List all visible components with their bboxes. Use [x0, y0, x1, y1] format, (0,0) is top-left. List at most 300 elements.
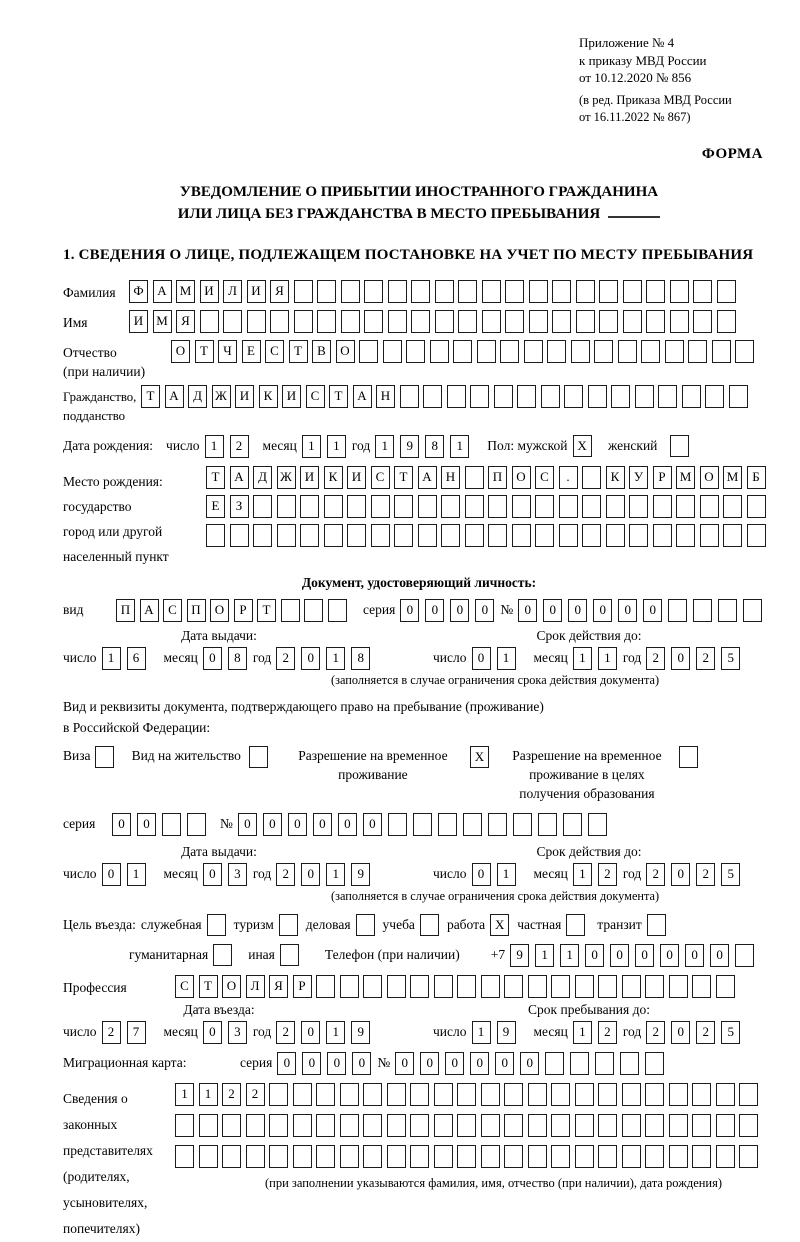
- char-cell[interactable]: [747, 524, 766, 547]
- char-cell[interactable]: 0: [203, 1021, 222, 1044]
- char-cell[interactable]: [441, 524, 460, 547]
- char-cell[interactable]: М: [723, 466, 742, 489]
- char-cell[interactable]: [716, 975, 735, 998]
- char-cell[interactable]: 0: [520, 1052, 539, 1075]
- char-cell[interactable]: [269, 1114, 288, 1137]
- char-cell[interactable]: [294, 280, 313, 303]
- char-cell[interactable]: [363, 1083, 382, 1106]
- char-cell[interactable]: [387, 975, 406, 998]
- char-cell[interactable]: [364, 280, 383, 303]
- char-cell[interactable]: А: [165, 385, 184, 408]
- char-cell[interactable]: 1: [327, 435, 346, 458]
- char-cell[interactable]: [387, 1114, 406, 1137]
- char-cell[interactable]: [347, 495, 366, 518]
- char-cell[interactable]: И: [235, 385, 254, 408]
- purpose-humanitarian-checkbox[interactable]: [213, 944, 232, 966]
- char-cell[interactable]: [387, 1145, 406, 1168]
- char-cell[interactable]: [716, 1114, 735, 1137]
- char-cell[interactable]: [363, 975, 382, 998]
- char-cell[interactable]: [582, 524, 601, 547]
- char-cell[interactable]: [552, 310, 571, 333]
- char-cell[interactable]: С: [306, 385, 325, 408]
- char-cell[interactable]: [418, 495, 437, 518]
- char-cell[interactable]: [629, 495, 648, 518]
- char-cell[interactable]: Ф: [129, 280, 148, 303]
- char-cell[interactable]: [716, 1083, 735, 1106]
- char-cell[interactable]: [435, 310, 454, 333]
- char-cell[interactable]: [277, 495, 296, 518]
- char-cell[interactable]: .: [559, 466, 578, 489]
- char-cell[interactable]: [563, 813, 582, 836]
- char-cell[interactable]: [571, 340, 590, 363]
- char-cell[interactable]: [575, 975, 594, 998]
- char-cell[interactable]: [411, 310, 430, 333]
- char-cell[interactable]: 0: [470, 1052, 489, 1075]
- char-cell[interactable]: 0: [610, 944, 629, 967]
- char-cell[interactable]: 0: [203, 863, 222, 886]
- char-cell[interactable]: [434, 975, 453, 998]
- char-cell[interactable]: В: [312, 340, 331, 363]
- char-cell[interactable]: [622, 1083, 641, 1106]
- char-cell[interactable]: [598, 1114, 617, 1137]
- char-cell[interactable]: [187, 813, 206, 836]
- char-cell[interactable]: [199, 1145, 218, 1168]
- char-cell[interactable]: 5: [721, 863, 740, 886]
- char-cell[interactable]: [340, 1114, 359, 1137]
- char-cell[interactable]: [665, 340, 684, 363]
- char-cell[interactable]: [246, 1114, 265, 1137]
- char-cell[interactable]: 0: [472, 647, 491, 670]
- char-cell[interactable]: [529, 310, 548, 333]
- char-cell[interactable]: [293, 1083, 312, 1106]
- char-cell[interactable]: [363, 1114, 382, 1137]
- char-cell[interactable]: [551, 975, 570, 998]
- char-cell[interactable]: Р: [293, 975, 312, 998]
- char-cell[interactable]: 0: [543, 599, 562, 622]
- char-cell[interactable]: [341, 280, 360, 303]
- char-cell[interactable]: [517, 385, 536, 408]
- char-cell[interactable]: [453, 340, 472, 363]
- char-cell[interactable]: [547, 340, 566, 363]
- char-cell[interactable]: П: [187, 599, 206, 622]
- char-cell[interactable]: [388, 280, 407, 303]
- char-cell[interactable]: [457, 1083, 476, 1106]
- char-cell[interactable]: [347, 524, 366, 547]
- char-cell[interactable]: [340, 1083, 359, 1106]
- char-cell[interactable]: [670, 310, 689, 333]
- char-cell[interactable]: [411, 280, 430, 303]
- char-cell[interactable]: [622, 1145, 641, 1168]
- char-cell[interactable]: 0: [635, 944, 654, 967]
- char-cell[interactable]: [739, 1114, 758, 1137]
- char-cell[interactable]: С: [163, 599, 182, 622]
- char-cell[interactable]: [504, 975, 523, 998]
- char-cell[interactable]: [481, 975, 500, 998]
- char-cell[interactable]: [324, 495, 343, 518]
- char-cell[interactable]: [622, 1114, 641, 1137]
- char-cell[interactable]: [670, 280, 689, 303]
- purpose-private-checkbox[interactable]: [566, 914, 585, 936]
- char-cell[interactable]: [438, 813, 457, 836]
- char-cell[interactable]: [458, 280, 477, 303]
- char-cell[interactable]: [641, 340, 660, 363]
- char-cell[interactable]: [481, 1145, 500, 1168]
- char-cell[interactable]: 1: [573, 647, 592, 670]
- char-cell[interactable]: 0: [302, 1052, 321, 1075]
- char-cell[interactable]: 0: [643, 599, 662, 622]
- char-cell[interactable]: [270, 310, 289, 333]
- char-cell[interactable]: 1: [199, 1083, 218, 1106]
- char-cell[interactable]: Т: [141, 385, 160, 408]
- char-cell[interactable]: [552, 280, 571, 303]
- char-cell[interactable]: А: [153, 280, 172, 303]
- char-cell[interactable]: [447, 385, 466, 408]
- char-cell[interactable]: [246, 1145, 265, 1168]
- char-cell[interactable]: 1: [326, 863, 345, 886]
- char-cell[interactable]: [400, 385, 419, 408]
- char-cell[interactable]: [364, 310, 383, 333]
- char-cell[interactable]: [576, 310, 595, 333]
- char-cell[interactable]: [576, 280, 595, 303]
- char-cell[interactable]: [269, 1083, 288, 1106]
- char-cell[interactable]: [700, 524, 719, 547]
- char-cell[interactable]: [512, 495, 531, 518]
- char-cell[interactable]: [564, 385, 583, 408]
- char-cell[interactable]: [669, 1114, 688, 1137]
- char-cell[interactable]: И: [247, 280, 266, 303]
- char-cell[interactable]: [513, 813, 532, 836]
- char-cell[interactable]: [739, 1145, 758, 1168]
- char-cell[interactable]: Ж: [277, 466, 296, 489]
- char-cell[interactable]: [418, 524, 437, 547]
- char-cell[interactable]: 0: [327, 1052, 346, 1075]
- char-cell[interactable]: 1: [573, 1021, 592, 1044]
- char-cell[interactable]: [470, 385, 489, 408]
- char-cell[interactable]: 0: [301, 1021, 320, 1044]
- char-cell[interactable]: [481, 1114, 500, 1137]
- char-cell[interactable]: [620, 1052, 639, 1075]
- char-cell[interactable]: [458, 310, 477, 333]
- char-cell[interactable]: [747, 495, 766, 518]
- char-cell[interactable]: 9: [351, 863, 370, 886]
- char-cell[interactable]: [316, 975, 335, 998]
- char-cell[interactable]: З: [230, 495, 249, 518]
- char-cell[interactable]: 1: [175, 1083, 194, 1106]
- char-cell[interactable]: [717, 310, 736, 333]
- char-cell[interactable]: [494, 385, 513, 408]
- char-cell[interactable]: [559, 524, 578, 547]
- char-cell[interactable]: О: [222, 975, 241, 998]
- char-cell[interactable]: 0: [445, 1052, 464, 1075]
- char-cell[interactable]: [669, 1145, 688, 1168]
- char-cell[interactable]: С: [265, 340, 284, 363]
- char-cell[interactable]: 0: [395, 1052, 414, 1075]
- char-cell[interactable]: [328, 599, 347, 622]
- char-cell[interactable]: [669, 1083, 688, 1106]
- char-cell[interactable]: [653, 524, 672, 547]
- char-cell[interactable]: [512, 524, 531, 547]
- char-cell[interactable]: 2: [276, 647, 295, 670]
- char-cell[interactable]: [717, 280, 736, 303]
- char-cell[interactable]: О: [210, 599, 229, 622]
- char-cell[interactable]: [316, 1114, 335, 1137]
- char-cell[interactable]: [505, 310, 524, 333]
- char-cell[interactable]: [317, 280, 336, 303]
- char-cell[interactable]: [582, 466, 601, 489]
- char-cell[interactable]: 2: [696, 1021, 715, 1044]
- char-cell[interactable]: [598, 1145, 617, 1168]
- char-cell[interactable]: [316, 1145, 335, 1168]
- char-cell[interactable]: 0: [137, 813, 156, 836]
- char-cell[interactable]: 0: [518, 599, 537, 622]
- char-cell[interactable]: П: [116, 599, 135, 622]
- char-cell[interactable]: 8: [425, 435, 444, 458]
- sex-female-checkbox[interactable]: [670, 435, 689, 457]
- char-cell[interactable]: К: [259, 385, 278, 408]
- char-cell[interactable]: [668, 599, 687, 622]
- char-cell[interactable]: И: [300, 466, 319, 489]
- char-cell[interactable]: [488, 813, 507, 836]
- char-cell[interactable]: 5: [721, 647, 740, 670]
- char-cell[interactable]: 2: [246, 1083, 265, 1106]
- char-cell[interactable]: [669, 975, 688, 998]
- char-cell[interactable]: [413, 813, 432, 836]
- char-cell[interactable]: М: [676, 466, 695, 489]
- char-cell[interactable]: [524, 340, 543, 363]
- char-cell[interactable]: 2: [276, 1021, 295, 1044]
- char-cell[interactable]: [575, 1083, 594, 1106]
- char-cell[interactable]: [575, 1145, 594, 1168]
- char-cell[interactable]: 0: [660, 944, 679, 967]
- char-cell[interactable]: [441, 495, 460, 518]
- char-cell[interactable]: [488, 495, 507, 518]
- char-cell[interactable]: [317, 310, 336, 333]
- char-cell[interactable]: 1: [375, 435, 394, 458]
- char-cell[interactable]: [723, 524, 742, 547]
- char-cell[interactable]: Т: [257, 599, 276, 622]
- char-cell[interactable]: [410, 975, 429, 998]
- char-cell[interactable]: [743, 599, 762, 622]
- char-cell[interactable]: 0: [363, 813, 382, 836]
- char-cell[interactable]: [735, 944, 754, 967]
- char-cell[interactable]: М: [176, 280, 195, 303]
- char-cell[interactable]: 2: [222, 1083, 241, 1106]
- char-cell[interactable]: [598, 1083, 617, 1106]
- char-cell[interactable]: Н: [441, 466, 460, 489]
- char-cell[interactable]: 8: [351, 647, 370, 670]
- char-cell[interactable]: [363, 1145, 382, 1168]
- char-cell[interactable]: [529, 280, 548, 303]
- char-cell[interactable]: П: [488, 466, 507, 489]
- char-cell[interactable]: Л: [223, 280, 242, 303]
- char-cell[interactable]: [300, 495, 319, 518]
- char-cell[interactable]: [222, 1145, 241, 1168]
- char-cell[interactable]: К: [324, 466, 343, 489]
- char-cell[interactable]: [463, 813, 482, 836]
- char-cell[interactable]: Р: [653, 466, 672, 489]
- char-cell[interactable]: 1: [497, 863, 516, 886]
- education-residence-checkbox[interactable]: [679, 746, 698, 768]
- char-cell[interactable]: [611, 385, 630, 408]
- char-cell[interactable]: [635, 385, 654, 408]
- char-cell[interactable]: Я: [269, 975, 288, 998]
- char-cell[interactable]: [277, 524, 296, 547]
- char-cell[interactable]: [253, 495, 272, 518]
- char-cell[interactable]: 0: [472, 863, 491, 886]
- char-cell[interactable]: 0: [568, 599, 587, 622]
- char-cell[interactable]: 0: [671, 1021, 690, 1044]
- char-cell[interactable]: [551, 1145, 570, 1168]
- char-cell[interactable]: [528, 975, 547, 998]
- char-cell[interactable]: [729, 385, 748, 408]
- char-cell[interactable]: 2: [598, 863, 617, 886]
- char-cell[interactable]: [599, 310, 618, 333]
- char-cell[interactable]: И: [129, 310, 148, 333]
- char-cell[interactable]: [294, 310, 313, 333]
- visa-checkbox[interactable]: [95, 746, 114, 768]
- char-cell[interactable]: [293, 1145, 312, 1168]
- char-cell[interactable]: [570, 1052, 589, 1075]
- char-cell[interactable]: [410, 1083, 429, 1106]
- char-cell[interactable]: Е: [206, 495, 225, 518]
- char-cell[interactable]: [716, 1145, 735, 1168]
- char-cell[interactable]: [175, 1114, 194, 1137]
- char-cell[interactable]: [723, 495, 742, 518]
- char-cell[interactable]: [230, 524, 249, 547]
- char-cell[interactable]: Д: [253, 466, 272, 489]
- char-cell[interactable]: 0: [238, 813, 257, 836]
- char-cell[interactable]: [500, 340, 519, 363]
- char-cell[interactable]: [304, 599, 323, 622]
- char-cell[interactable]: [688, 340, 707, 363]
- char-cell[interactable]: [692, 1145, 711, 1168]
- char-cell[interactable]: [718, 599, 737, 622]
- char-cell[interactable]: [646, 280, 665, 303]
- char-cell[interactable]: 1: [472, 1021, 491, 1044]
- char-cell[interactable]: С: [175, 975, 194, 998]
- char-cell[interactable]: 1: [127, 863, 146, 886]
- char-cell[interactable]: [200, 310, 219, 333]
- residence-permit-checkbox[interactable]: [249, 746, 268, 768]
- char-cell[interactable]: Т: [394, 466, 413, 489]
- char-cell[interactable]: [618, 340, 637, 363]
- char-cell[interactable]: [606, 495, 625, 518]
- char-cell[interactable]: 2: [276, 863, 295, 886]
- char-cell[interactable]: [692, 975, 711, 998]
- char-cell[interactable]: [481, 1083, 500, 1106]
- char-cell[interactable]: Б: [747, 466, 766, 489]
- char-cell[interactable]: [247, 310, 266, 333]
- char-cell[interactable]: [598, 975, 617, 998]
- char-cell[interactable]: 9: [400, 435, 419, 458]
- char-cell[interactable]: Я: [176, 310, 195, 333]
- char-cell[interactable]: Ч: [218, 340, 237, 363]
- char-cell[interactable]: [551, 1114, 570, 1137]
- char-cell[interactable]: 0: [593, 599, 612, 622]
- char-cell[interactable]: [223, 310, 242, 333]
- char-cell[interactable]: [341, 310, 360, 333]
- char-cell[interactable]: Я: [270, 280, 289, 303]
- char-cell[interactable]: [371, 524, 390, 547]
- char-cell[interactable]: [700, 495, 719, 518]
- char-cell[interactable]: [383, 340, 402, 363]
- char-cell[interactable]: [387, 1083, 406, 1106]
- char-cell[interactable]: [340, 975, 359, 998]
- char-cell[interactable]: [394, 524, 413, 547]
- char-cell[interactable]: [705, 385, 724, 408]
- char-cell[interactable]: 0: [288, 813, 307, 836]
- purpose-study-checkbox[interactable]: [420, 914, 439, 936]
- char-cell[interactable]: [269, 1145, 288, 1168]
- char-cell[interactable]: [676, 524, 695, 547]
- temp-residence-checkbox[interactable]: X: [470, 746, 489, 768]
- char-cell[interactable]: 1: [326, 1021, 345, 1044]
- char-cell[interactable]: 0: [313, 813, 332, 836]
- char-cell[interactable]: [465, 466, 484, 489]
- char-cell[interactable]: 1: [573, 863, 592, 886]
- char-cell[interactable]: [316, 1083, 335, 1106]
- char-cell[interactable]: [457, 975, 476, 998]
- char-cell[interactable]: [693, 280, 712, 303]
- char-cell[interactable]: 2: [696, 863, 715, 886]
- char-cell[interactable]: 0: [352, 1052, 371, 1075]
- char-cell[interactable]: [505, 280, 524, 303]
- char-cell[interactable]: [588, 385, 607, 408]
- char-cell[interactable]: 0: [495, 1052, 514, 1075]
- char-cell[interactable]: [739, 1083, 758, 1106]
- purpose-work-checkbox[interactable]: X: [490, 914, 509, 936]
- char-cell[interactable]: 3: [228, 1021, 247, 1044]
- char-cell[interactable]: [434, 1083, 453, 1106]
- char-cell[interactable]: [528, 1114, 547, 1137]
- char-cell[interactable]: [465, 495, 484, 518]
- char-cell[interactable]: Т: [329, 385, 348, 408]
- char-cell[interactable]: [340, 1145, 359, 1168]
- char-cell[interactable]: 0: [102, 863, 121, 886]
- char-cell[interactable]: [693, 599, 712, 622]
- char-cell[interactable]: [545, 1052, 564, 1075]
- char-cell[interactable]: Д: [188, 385, 207, 408]
- char-cell[interactable]: [388, 310, 407, 333]
- char-cell[interactable]: 0: [420, 1052, 439, 1075]
- char-cell[interactable]: 0: [301, 863, 320, 886]
- char-cell[interactable]: Р: [234, 599, 253, 622]
- char-cell[interactable]: [253, 524, 272, 547]
- char-cell[interactable]: Т: [289, 340, 308, 363]
- char-cell[interactable]: [712, 340, 731, 363]
- char-cell[interactable]: А: [418, 466, 437, 489]
- char-cell[interactable]: О: [171, 340, 190, 363]
- char-cell[interactable]: [692, 1083, 711, 1106]
- char-cell[interactable]: 0: [263, 813, 282, 836]
- char-cell[interactable]: 1: [598, 647, 617, 670]
- char-cell[interactable]: 2: [102, 1021, 121, 1044]
- char-cell[interactable]: [693, 310, 712, 333]
- char-cell[interactable]: М: [153, 310, 172, 333]
- char-cell[interactable]: И: [200, 280, 219, 303]
- char-cell[interactable]: [434, 1114, 453, 1137]
- char-cell[interactable]: [434, 1145, 453, 1168]
- char-cell[interactable]: [645, 1083, 664, 1106]
- char-cell[interactable]: 0: [618, 599, 637, 622]
- char-cell[interactable]: 0: [338, 813, 357, 836]
- char-cell[interactable]: А: [353, 385, 372, 408]
- char-cell[interactable]: [465, 524, 484, 547]
- char-cell[interactable]: [435, 280, 454, 303]
- char-cell[interactable]: Е: [242, 340, 261, 363]
- char-cell[interactable]: 8: [228, 647, 247, 670]
- char-cell[interactable]: [575, 1114, 594, 1137]
